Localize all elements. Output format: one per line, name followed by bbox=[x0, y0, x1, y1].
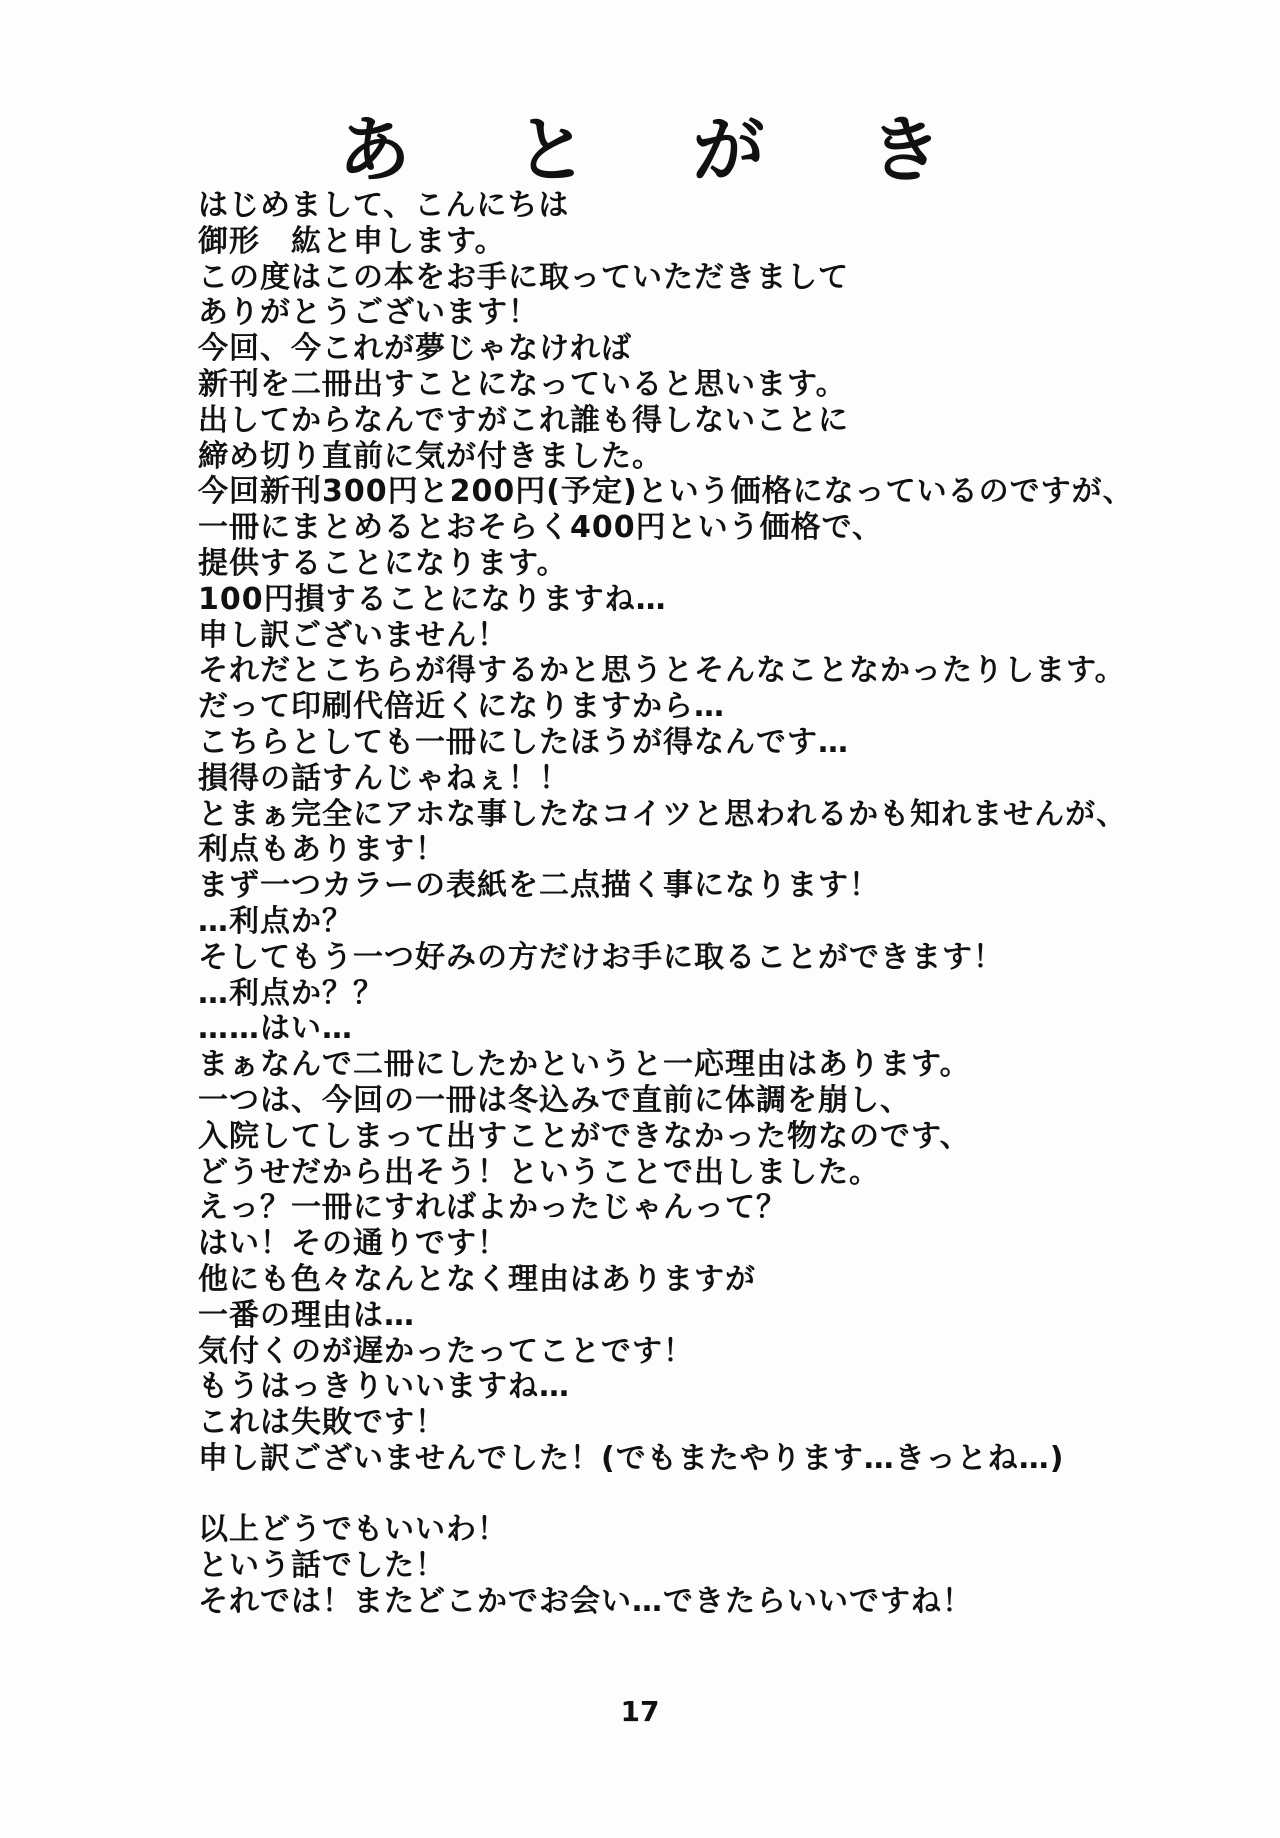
afterword-body bbox=[198, 188, 1158, 1620]
text-line: …利点か？ bbox=[198, 903, 353, 939]
text-line: …利点か？？ bbox=[198, 975, 384, 1011]
text-line: 一冊にまとめるとおそらく400円という価格で、 bbox=[198, 510, 884, 546]
text-line: 以上どうでもいいわ！ bbox=[198, 1512, 508, 1548]
text-line: ありがとうございます！ bbox=[198, 295, 539, 331]
text-line: それでは！またどこかでお会い…できたらいいですね！ bbox=[198, 1584, 973, 1620]
text-line: えっ？一冊にすればよかったじゃんって？ bbox=[198, 1190, 787, 1226]
text-line: 一番の理由は… bbox=[198, 1297, 415, 1333]
text-line: 提供することになります。 bbox=[198, 545, 568, 581]
text-line: 申し訳ございませんでした！(でもまたやります…きっとね…) bbox=[198, 1440, 1065, 1476]
text-line: ……はい… bbox=[198, 1011, 353, 1047]
text-line: 出してからなんですがこれ誰も得しないことに bbox=[198, 402, 849, 438]
text-line: 気付くのが遅かったってことです！ bbox=[198, 1333, 694, 1369]
text-line: まず一つカラーの表紙を二点描く事になります！ bbox=[198, 868, 880, 904]
text-line: とまぁ完全にアホな事したなコイツと思われるかも知れませんが、 bbox=[198, 796, 1128, 832]
text-line: 他にも色々なんとなく理由はありますが bbox=[198, 1261, 756, 1297]
text-line: もうはっきりいいますね… bbox=[198, 1369, 570, 1405]
text-line: 一つは、今回の一冊は冬込みで直前に体調を崩し、 bbox=[198, 1082, 911, 1118]
text-line: そしてもう一つ好みの方だけお手に取ることができます！ bbox=[198, 939, 1004, 975]
text-line: はい！その通りです！ bbox=[198, 1226, 508, 1262]
text-line: 申し訳ございません！ bbox=[198, 617, 508, 653]
text-line: こちらとしても一冊にしたほうが得なんです… bbox=[198, 724, 849, 760]
text-line: という話でした！ bbox=[198, 1548, 446, 1584]
blank-line bbox=[198, 1477, 1158, 1513]
text-line: この度はこの本をお手に取っていただきまして bbox=[198, 259, 849, 295]
text-line: これは失敗です！ bbox=[198, 1405, 446, 1441]
page-title: あ と が き bbox=[338, 107, 982, 192]
text-line: はじめまして、こんにちは bbox=[198, 188, 570, 223]
text-line: 今回新刊300円と200円(予定)という価格になっているのですが、 bbox=[198, 474, 1134, 510]
text-line: 利点もあります！ bbox=[198, 832, 446, 868]
text-line: 100円損することになりますね… bbox=[198, 581, 667, 617]
text-line: どうせだから出そう！ということで出しました。 bbox=[198, 1154, 880, 1190]
text-line: 御形 紘と申します。 bbox=[198, 223, 506, 259]
text-line: まぁなんで二冊にしたかというと一応理由はあります。 bbox=[198, 1047, 971, 1083]
text-line: 新刊を二冊出すことになっていると思います。 bbox=[198, 366, 847, 402]
text-line: 締め切り直前に気が付きました。 bbox=[198, 438, 663, 474]
text-line: 入院してしまって出すことができなかった物なのです、 bbox=[198, 1118, 971, 1154]
text-line: だって印刷代倍近くになりますから… bbox=[198, 689, 725, 725]
text-line: それだとこちらが得するかと思うとそんなことなかったりします。 bbox=[198, 653, 1126, 689]
text-line: 今回、今これが夢じゃなければ bbox=[198, 331, 632, 367]
text-line: 損得の話すんじゃねぇ！！ bbox=[198, 760, 570, 796]
page-number: 17 bbox=[620, 1695, 660, 1728]
